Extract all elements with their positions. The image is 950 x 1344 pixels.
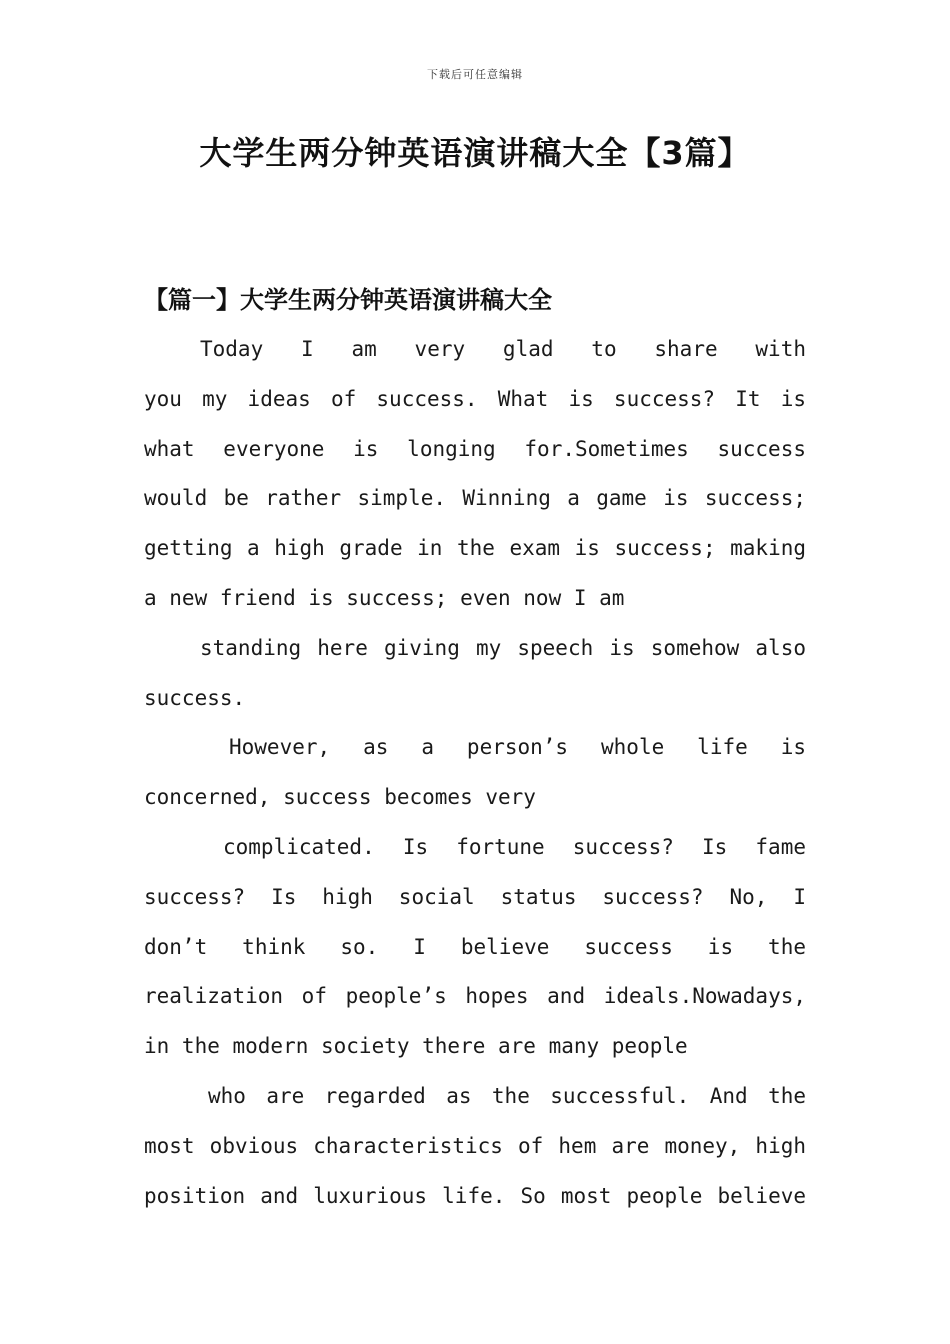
text-line: what everyone is longing for.Sometimes success: [144, 436, 806, 461]
text-line: Today I am very glad to share with: [200, 337, 806, 361]
text-line: concerned, success becomes very: [144, 785, 536, 810]
text-line: realization of people’s hopes and ideals.Nowadays,: [144, 984, 806, 1009]
text-line: standing here giving my speech is somehow also: [200, 635, 806, 660]
text-line: complicated. Is fortune success? Is fame: [223, 834, 806, 859]
text-line: However, as a person’s whole life is: [229, 735, 806, 760]
text-line: most obvious characteristics of hem are money, high: [144, 1133, 806, 1158]
text-line: would be rather simple. Winning a game is success;: [144, 486, 806, 511]
text-line: a new friend is success; even now I am: [144, 585, 625, 610]
text-line: success? Is high social status success? No, I: [144, 884, 806, 909]
section-heading: 【篇一】大学生两分钟英语演讲稿大全: [144, 285, 552, 314]
speech-body: [144, 325, 806, 1221]
text-line: you my ideas of success. What is success? It is: [144, 386, 806, 411]
text-line: who are regarded as the successful. And the: [208, 1083, 806, 1108]
text-line: in the modern society there are many people: [144, 1034, 688, 1059]
text-line: success.: [144, 685, 246, 710]
text-line: don’t think so. I believe success is the: [144, 934, 806, 959]
text-line: position and luxurious life. So most people believe: [144, 1183, 806, 1208]
header-note: 下载后可任意编辑: [427, 68, 523, 81]
text-line: getting a high grade in the exam is success; making: [144, 536, 806, 561]
document-title: 大学生两分钟英语演讲稿大全【3篇】: [199, 134, 751, 172]
